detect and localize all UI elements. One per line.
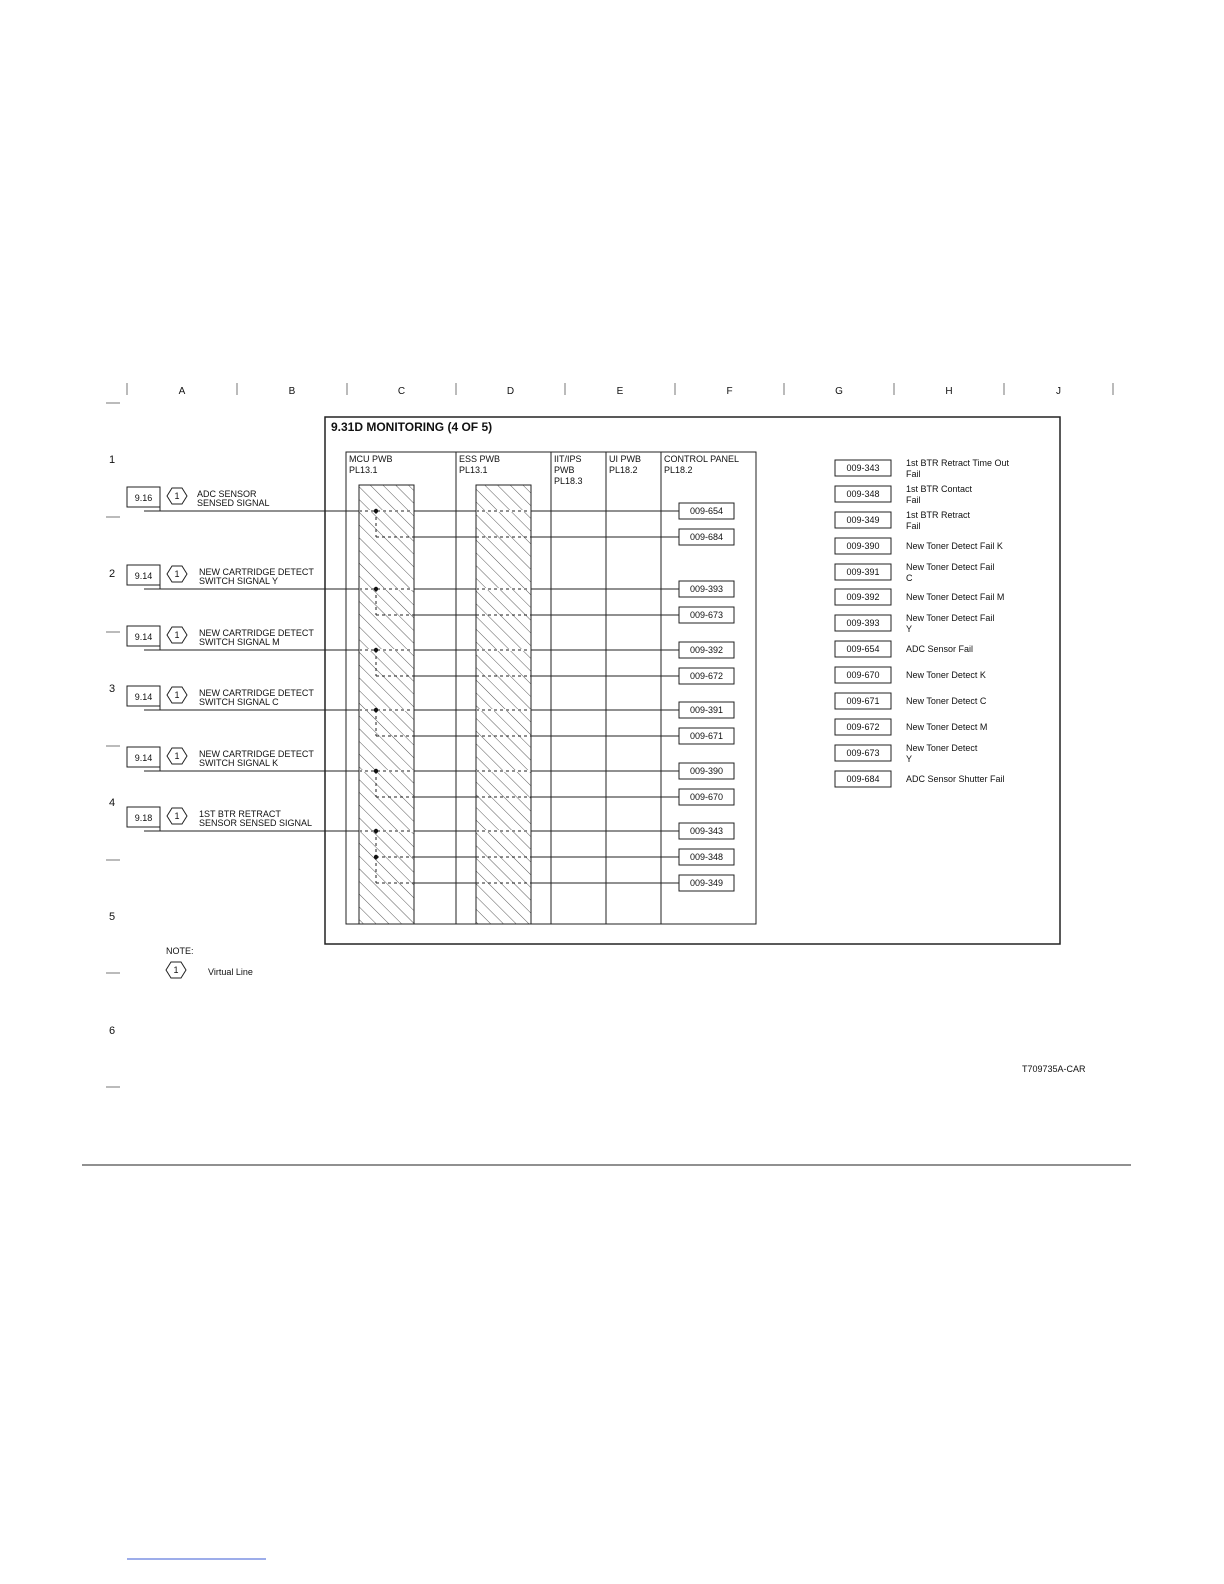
junction-dot <box>374 708 378 712</box>
row-label: 1 <box>109 454 116 466</box>
junction-dot <box>374 855 378 859</box>
control-panel-part: PL18.2 <box>664 465 693 475</box>
fault-code: 009-390 <box>689 766 724 776</box>
signal-label: ADC SENSOR <box>197 489 257 499</box>
signal-label: SWITCH SIGNAL K <box>199 758 279 768</box>
legend-code: 009-654 <box>846 644 880 654</box>
signal-reference-tab <box>144 507 160 511</box>
ess-pwb-part: PL13.1 <box>459 465 488 475</box>
legend-description: Y <box>906 624 913 634</box>
virtual-line-number: 1 <box>174 569 180 579</box>
virtual-line-number: 1 <box>174 751 180 761</box>
signal-reference-number: 9.14 <box>134 571 153 581</box>
ui-pwb-part: PL18.2 <box>609 465 638 475</box>
signal-reference-tab <box>144 767 160 771</box>
fault-code: 009-348 <box>689 852 724 862</box>
column-label: F <box>726 386 733 397</box>
legend-code: 009-671 <box>846 696 880 706</box>
legend-code: 009-392 <box>846 592 880 602</box>
legend-description: New Toner Detect <box>906 743 978 753</box>
fault-code: 009-393 <box>689 584 724 594</box>
legend-description: Fail <box>906 495 921 505</box>
mcu-pwb-label: MCU PWB <box>349 454 393 464</box>
signal-reference-number: 9.14 <box>134 632 153 642</box>
fault-code: 009-673 <box>689 610 724 620</box>
signal-reference-number: 9.14 <box>134 753 153 763</box>
signal-label: SWITCH SIGNAL C <box>199 697 279 707</box>
column-label: H <box>945 386 953 397</box>
row-label: 3 <box>109 683 116 695</box>
legend-description: Fail <box>906 469 921 479</box>
legend-code: 009-348 <box>846 489 880 499</box>
signal-label: NEW CARTRIDGE DETECT <box>199 567 314 577</box>
legend-description: New Toner Detect Fail <box>906 562 995 572</box>
signal-label: SENSOR SENSED SIGNAL <box>199 818 313 828</box>
signal-reference-tab <box>144 585 160 589</box>
signal-label: NEW CARTRIDGE DETECT <box>199 628 314 638</box>
figure-id: T709735A-CAR <box>1022 1064 1086 1074</box>
signal-label: SWITCH SIGNAL Y <box>199 576 279 586</box>
column-label: J <box>1056 386 1061 397</box>
diagram-title: 9.31D MONITORING (4 OF 5) <box>331 420 493 434</box>
legend-description: 1st BTR Retract Time Out <box>906 458 1010 468</box>
fault-code: 009-392 <box>689 645 724 655</box>
legend-description: New Toner Detect K <box>906 670 986 680</box>
fault-code: 009-670 <box>689 792 724 802</box>
legend-description: New Toner Detect M <box>906 722 988 732</box>
fault-code: 009-672 <box>689 671 724 681</box>
signal-reference-tab <box>144 706 160 710</box>
legend-description: ADC Sensor Shutter Fail <box>906 774 1005 784</box>
row-label: 5 <box>109 911 116 923</box>
ui-pwb-label: UI PWB <box>609 454 642 464</box>
legend-code: 009-672 <box>846 722 880 732</box>
legend-code: 009-684 <box>846 774 880 784</box>
column-label: C <box>397 386 406 397</box>
mcu-pwb-part: PL13.1 <box>349 465 378 475</box>
signal-reference-tab <box>144 827 160 831</box>
control-panel-label: CONTROL PANEL <box>664 454 740 464</box>
signal-label: 1ST BTR RETRACT <box>199 809 281 819</box>
junction-dot <box>374 769 378 773</box>
legend-code: 009-349 <box>846 515 880 525</box>
legend-description: New Toner Detect C <box>906 696 987 706</box>
junction-dot <box>374 648 378 652</box>
column-label: B <box>288 386 296 397</box>
signal-label: NEW CARTRIDGE DETECT <box>199 749 314 759</box>
junction-dot <box>374 509 378 513</box>
ess-pwb-label: ESS PWB <box>459 454 501 464</box>
signal-layer <box>127 487 734 891</box>
column-label: A <box>178 386 186 397</box>
column-label: E <box>616 386 624 397</box>
ess-pwb-hatched-area <box>476 485 531 924</box>
legend-description: Y <box>906 754 913 764</box>
legend-description: Fail <box>906 521 921 531</box>
legend-code: 009-670 <box>846 670 880 680</box>
legend-description: 1st BTR Retract <box>906 510 971 520</box>
virtual-line-number: 1 <box>174 491 180 501</box>
legend-description: New Toner Detect Fail M <box>906 592 1005 602</box>
note-symbol-number: 1 <box>173 965 179 975</box>
mcu-pwb-hatched-area <box>359 485 414 924</box>
iit-ips-pwb-part: PL18.3 <box>554 476 583 486</box>
junction-dot <box>374 587 378 591</box>
virtual-line-number: 1 <box>174 690 180 700</box>
signal-reference-number: 9.18 <box>134 813 153 823</box>
legend-code: 009-390 <box>846 541 880 551</box>
column-label: D <box>506 386 515 397</box>
fault-code: 009-349 <box>689 878 724 888</box>
row-label: 4 <box>109 797 116 809</box>
legend-description: New Toner Detect Fail <box>906 613 995 623</box>
signal-label: SENSED SIGNAL <box>197 498 270 508</box>
junction-dot <box>374 829 378 833</box>
row-label: 6 <box>109 1025 116 1037</box>
note-text: Virtual Line <box>208 967 253 977</box>
legend-description: C <box>906 573 913 583</box>
fault-code: 009-343 <box>689 826 724 836</box>
legend-code: 009-343 <box>846 463 880 473</box>
legend-description: 1st BTR Contact <box>906 484 973 494</box>
iit-ips-pwb-label: IIT/IPS <box>554 454 582 464</box>
fault-code: 009-391 <box>689 705 724 715</box>
row-label: 2 <box>109 568 116 580</box>
signal-reference-number: 9.14 <box>134 692 153 702</box>
note-layer <box>166 946 1086 1074</box>
legend-code: 009-393 <box>846 618 880 628</box>
legend-description: ADC Sensor Fail <box>906 644 974 654</box>
signal-label: SWITCH SIGNAL M <box>199 637 280 647</box>
signal-reference-number: 9.16 <box>134 493 153 503</box>
legend-description: New Toner Detect Fail K <box>906 541 1003 551</box>
signal-label: NEW CARTRIDGE DETECT <box>199 688 314 698</box>
legend-code: 009-673 <box>846 748 880 758</box>
fault-code: 009-684 <box>689 532 724 542</box>
column-label: G <box>835 386 843 397</box>
legend-code: 009-391 <box>846 567 880 577</box>
signal-reference-tab <box>144 646 160 650</box>
virtual-line-number: 1 <box>174 811 180 821</box>
iit-ips-pwb-label: PWB <box>554 465 575 475</box>
fault-code: 009-671 <box>689 731 724 741</box>
fault-code: 009-654 <box>689 506 724 516</box>
fault-code-legend <box>835 458 1010 787</box>
virtual-line-number: 1 <box>174 630 180 640</box>
note-heading: NOTE: <box>166 946 194 956</box>
